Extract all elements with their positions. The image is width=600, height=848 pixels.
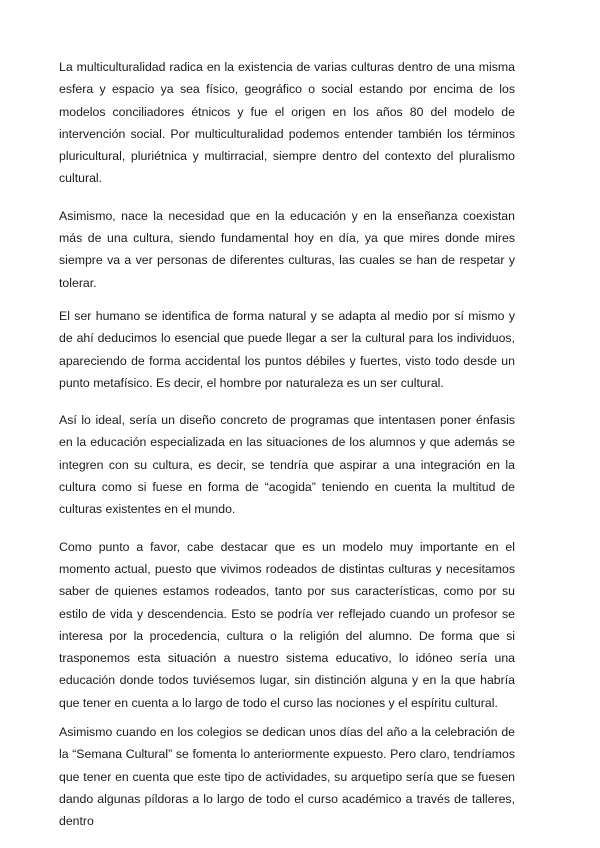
paragraph-human-cultural-being: El ser humano se identifica de forma natural y se adapta al medio por sí mismo y de ahí deducimos lo esencial que puede llegar a ser la cultural para los individuos, apareciendo de forma accidental los puntos débiles y fuertes, visto todo desde un punto metafísico. Es decir, el hombre por naturaleza es un ser cultural. [59, 308, 515, 390]
document-body [59, 56, 515, 833]
paragraph-advantages: Como punto a favor, cabe destacar que es un modelo muy importante en el momento actual, puesto que vivimos rodeados de distintas culturas y necesitamos saber de quienes estamos rodeados, tanto por sus características, como por su estilo de vida y descendencia. Esto se podría ver reflejado cuando un profesor se interesa por la procedencia, cultura o la religión del alumno. De forma que si trasponemos esta situación a nuestro sistema educativo, lo idóneo sería una educación donde todos tuviésemos lugar, sin distinción alguna y en la que habría que tener en cuenta a lo largo de todo el curso las nociones y el espíritu cultural. [59, 539, 515, 710]
paragraph-education-coexistence: Asimismo, nace la necesidad que en la educación y en la enseñanza coexistan más de una cultura, siendo fundamental hoy en día, ya que mires donde mires siempre va a ver personas de diferentes culturas, las cuales se han de respetar y tolerar. [59, 208, 515, 290]
paragraph-program-design: Así lo ideal, sería un diseño concreto de programas que intentasen poner énfasis en la educación especializada en las situaciones de los alumnos y que además se integren con su cultura, es decir, se tendría que aspirar a una integración en la cultura como si fuese en forma de “acogida” teniendo en cuenta la multitud de culturas existentes en el mundo. [59, 413, 515, 517]
paragraph-multiculturalidad-definition: La multiculturalidad radica en la existencia de varias culturas dentro de una misma esfera y espacio ya sea físico, geográfico o social estando por encima de los modelos conciliadores étnicos y fue el origen en los años 80 del modelo de intervención social. Por multiculturalidad podemos entender también los términos pluricultural, pluriétnica y multirracial, siempre dentro del contexto del pluralismo cultural. [59, 60, 515, 186]
paragraph-semana-cultural: Asimismo cuando en los colegios se dedican unos días del año a la celebración de la “Semana Cultural” se fomenta lo anteriormente expuesto. Pero claro, tendríamos que tener en cuenta que este tipo de actividades, su arquetipo sería que se fuesen dando algunas píldoras a lo largo de todo el curso académico a través de talleres, dentro [59, 725, 515, 829]
